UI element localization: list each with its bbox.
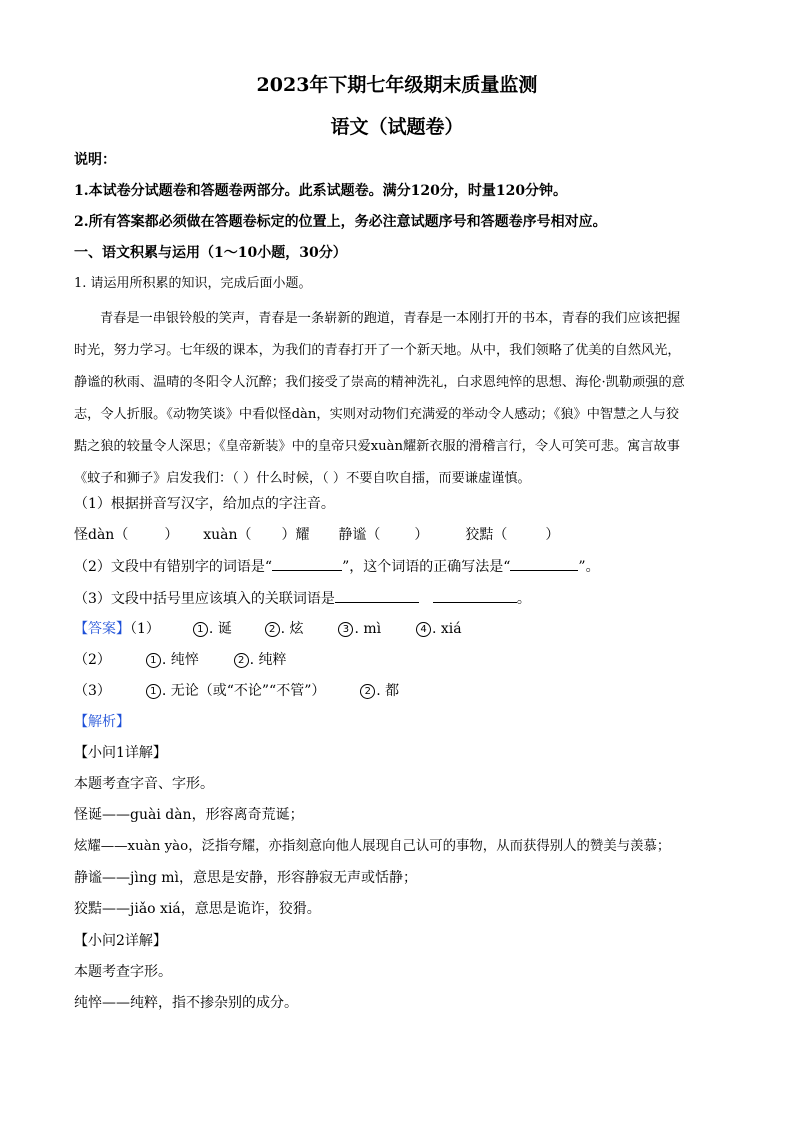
passage-line: 志，令人折服。《动物笑谈》中看似怪dàn，实则对动物们充满爱的举动令人感动；《狼》中智慧之人与狡: [74, 407, 680, 422]
fill-row: [74, 525, 559, 545]
section-heading: 一、语文积累与运用（1～10小题，30分）: [74, 245, 347, 261]
fill-word-3: 静谧（: [338, 527, 381, 543]
fill-word-4: 狡黠（: [465, 527, 508, 543]
fill-word-2-end: ）耀: [281, 527, 310, 543]
notes-heading: 说明：: [74, 152, 116, 168]
answer-row-prefix: （3）: [74, 683, 111, 699]
analysis-line: 纯悴——纯粹，指不掺杂别的成分。: [74, 995, 298, 1011]
answer-row-2: [74, 650, 287, 670]
question-intro: 1. 请运用所积累的知识，完成后面小题。: [74, 276, 312, 291]
fill-word-1: 怪dàn（: [74, 527, 129, 543]
subquestion-3-text: （3）文段中括号里应该填入的关联词语是: [74, 591, 335, 607]
reading-passage: [74, 307, 724, 486]
fill-word-4-end: ）: [545, 527, 560, 543]
notes-item-1: 1.本试卷分试题卷和答题卷两部分。此系试题卷。满分120分，时量120分钟。: [74, 183, 568, 199]
passage-line: 黠之狼的较量令人深思；《皇帝新装》中的皇帝只爱xuàn耀新衣服的滑稽言行，令人可笑可悲。寓言故事: [74, 439, 680, 454]
subquestion-3: [74, 588, 531, 609]
analysis-line: 【小问2详解】: [74, 933, 167, 949]
answer-value: . 都: [376, 683, 400, 699]
analysis-line: 本题考查字形。: [74, 964, 172, 980]
circled-number: 1: [146, 653, 161, 668]
answer-row-prefix: （1）: [130, 621, 160, 637]
subquestion-3-end: 。: [516, 591, 531, 607]
analysis-line: 怪诞——guài dàn，形容离奇荒诞；: [74, 807, 304, 823]
passage-line: 《蚊子和狮子》启发我们：（ ）什么时候，（ ）不要自吹自擂，而要谦虚谨慎。: [74, 471, 531, 486]
answer-value: . 炫: [280, 621, 304, 637]
answer-blank[interactable]: [272, 556, 342, 571]
page-subtitle: 语文（试题卷）: [330, 116, 464, 138]
subquestion-2-text-c: ”。: [578, 559, 600, 575]
answer-value: . 诞: [208, 621, 232, 637]
circled-number: 2: [234, 653, 249, 668]
circled-number: 4: [416, 622, 431, 637]
answer-value: . 纯悴: [161, 652, 199, 668]
answer-row-3: [74, 681, 399, 701]
fill-word-3-end: ）: [414, 527, 429, 543]
answer-row-prefix: （2）: [74, 652, 111, 668]
circled-number: 1: [146, 684, 161, 699]
answer-blank[interactable]: [510, 556, 578, 571]
analysis-line: 静谧——jìng mì，意思是安静，形容静寂无声或恬静；: [74, 870, 417, 886]
analysis-line: 狡黠——jiǎo xiá，意思是诡诈，狡猾。: [74, 901, 321, 917]
analysis-line: 【小问1详解】: [74, 745, 167, 761]
subquestion-1: （1）根据拼音写汉字，给加点的字注音。: [74, 496, 335, 512]
fill-word-1-end: ）: [164, 527, 179, 543]
circled-number: 2: [265, 622, 280, 637]
circled-number: 2: [360, 684, 375, 699]
circled-number: 1: [193, 622, 208, 637]
analysis-label: 【解析】: [74, 714, 130, 730]
analysis-line: 本题考查字音、字形。: [74, 776, 214, 792]
answer-blank[interactable]: [433, 588, 517, 603]
page-title: 2023年下期七年级期末质量监测: [256, 74, 538, 96]
passage-line: 静谧的秋雨、温晴的冬阳令人沉醉；我们接受了崇高的精神洗礼，白求恩纯悴的思想、海伦·凯勒顽强的意: [74, 375, 685, 390]
fill-word-2: xuàn（: [203, 527, 252, 543]
answer-value: . 无论（或“不论”“不管”）: [161, 683, 326, 699]
answer-blank[interactable]: [335, 588, 419, 603]
passage-line: 时光，努力学习。七年级的课本，为我们的青春打开了一个新天地。从中，我们领略了优美的自然风光，: [74, 343, 681, 358]
subquestion-2-text-b: ”，这个词语的正确写法是“: [342, 559, 511, 575]
notes-item-2: 2.所有答案都必须做在答题卷标定的位置上，务必注意试题序号和答题卷序号相对应。: [74, 214, 607, 230]
answer-value: . mì: [354, 621, 382, 637]
passage-line: 青春是一串银铃般的笑声，青春是一条崭新的跑道，青春是一本刚打开的书本，青春的我们应该把握: [100, 311, 681, 326]
analysis-line: 炫耀——xuàn yào，泛指夸耀，亦指刻意向他人展现自己认可的事物，从而获得别人的赞美与羡慕；: [74, 839, 671, 854]
subquestion-2: [74, 556, 600, 577]
answer-label: 【答案】: [74, 621, 130, 637]
answer-value: . 纯粹: [249, 652, 287, 668]
circled-number: 3: [338, 622, 353, 637]
answer-value: . xiá: [432, 621, 462, 637]
subquestion-2-text: （2）文段中有错别字的词语是“: [74, 559, 273, 575]
answer-row-1: [74, 619, 462, 639]
